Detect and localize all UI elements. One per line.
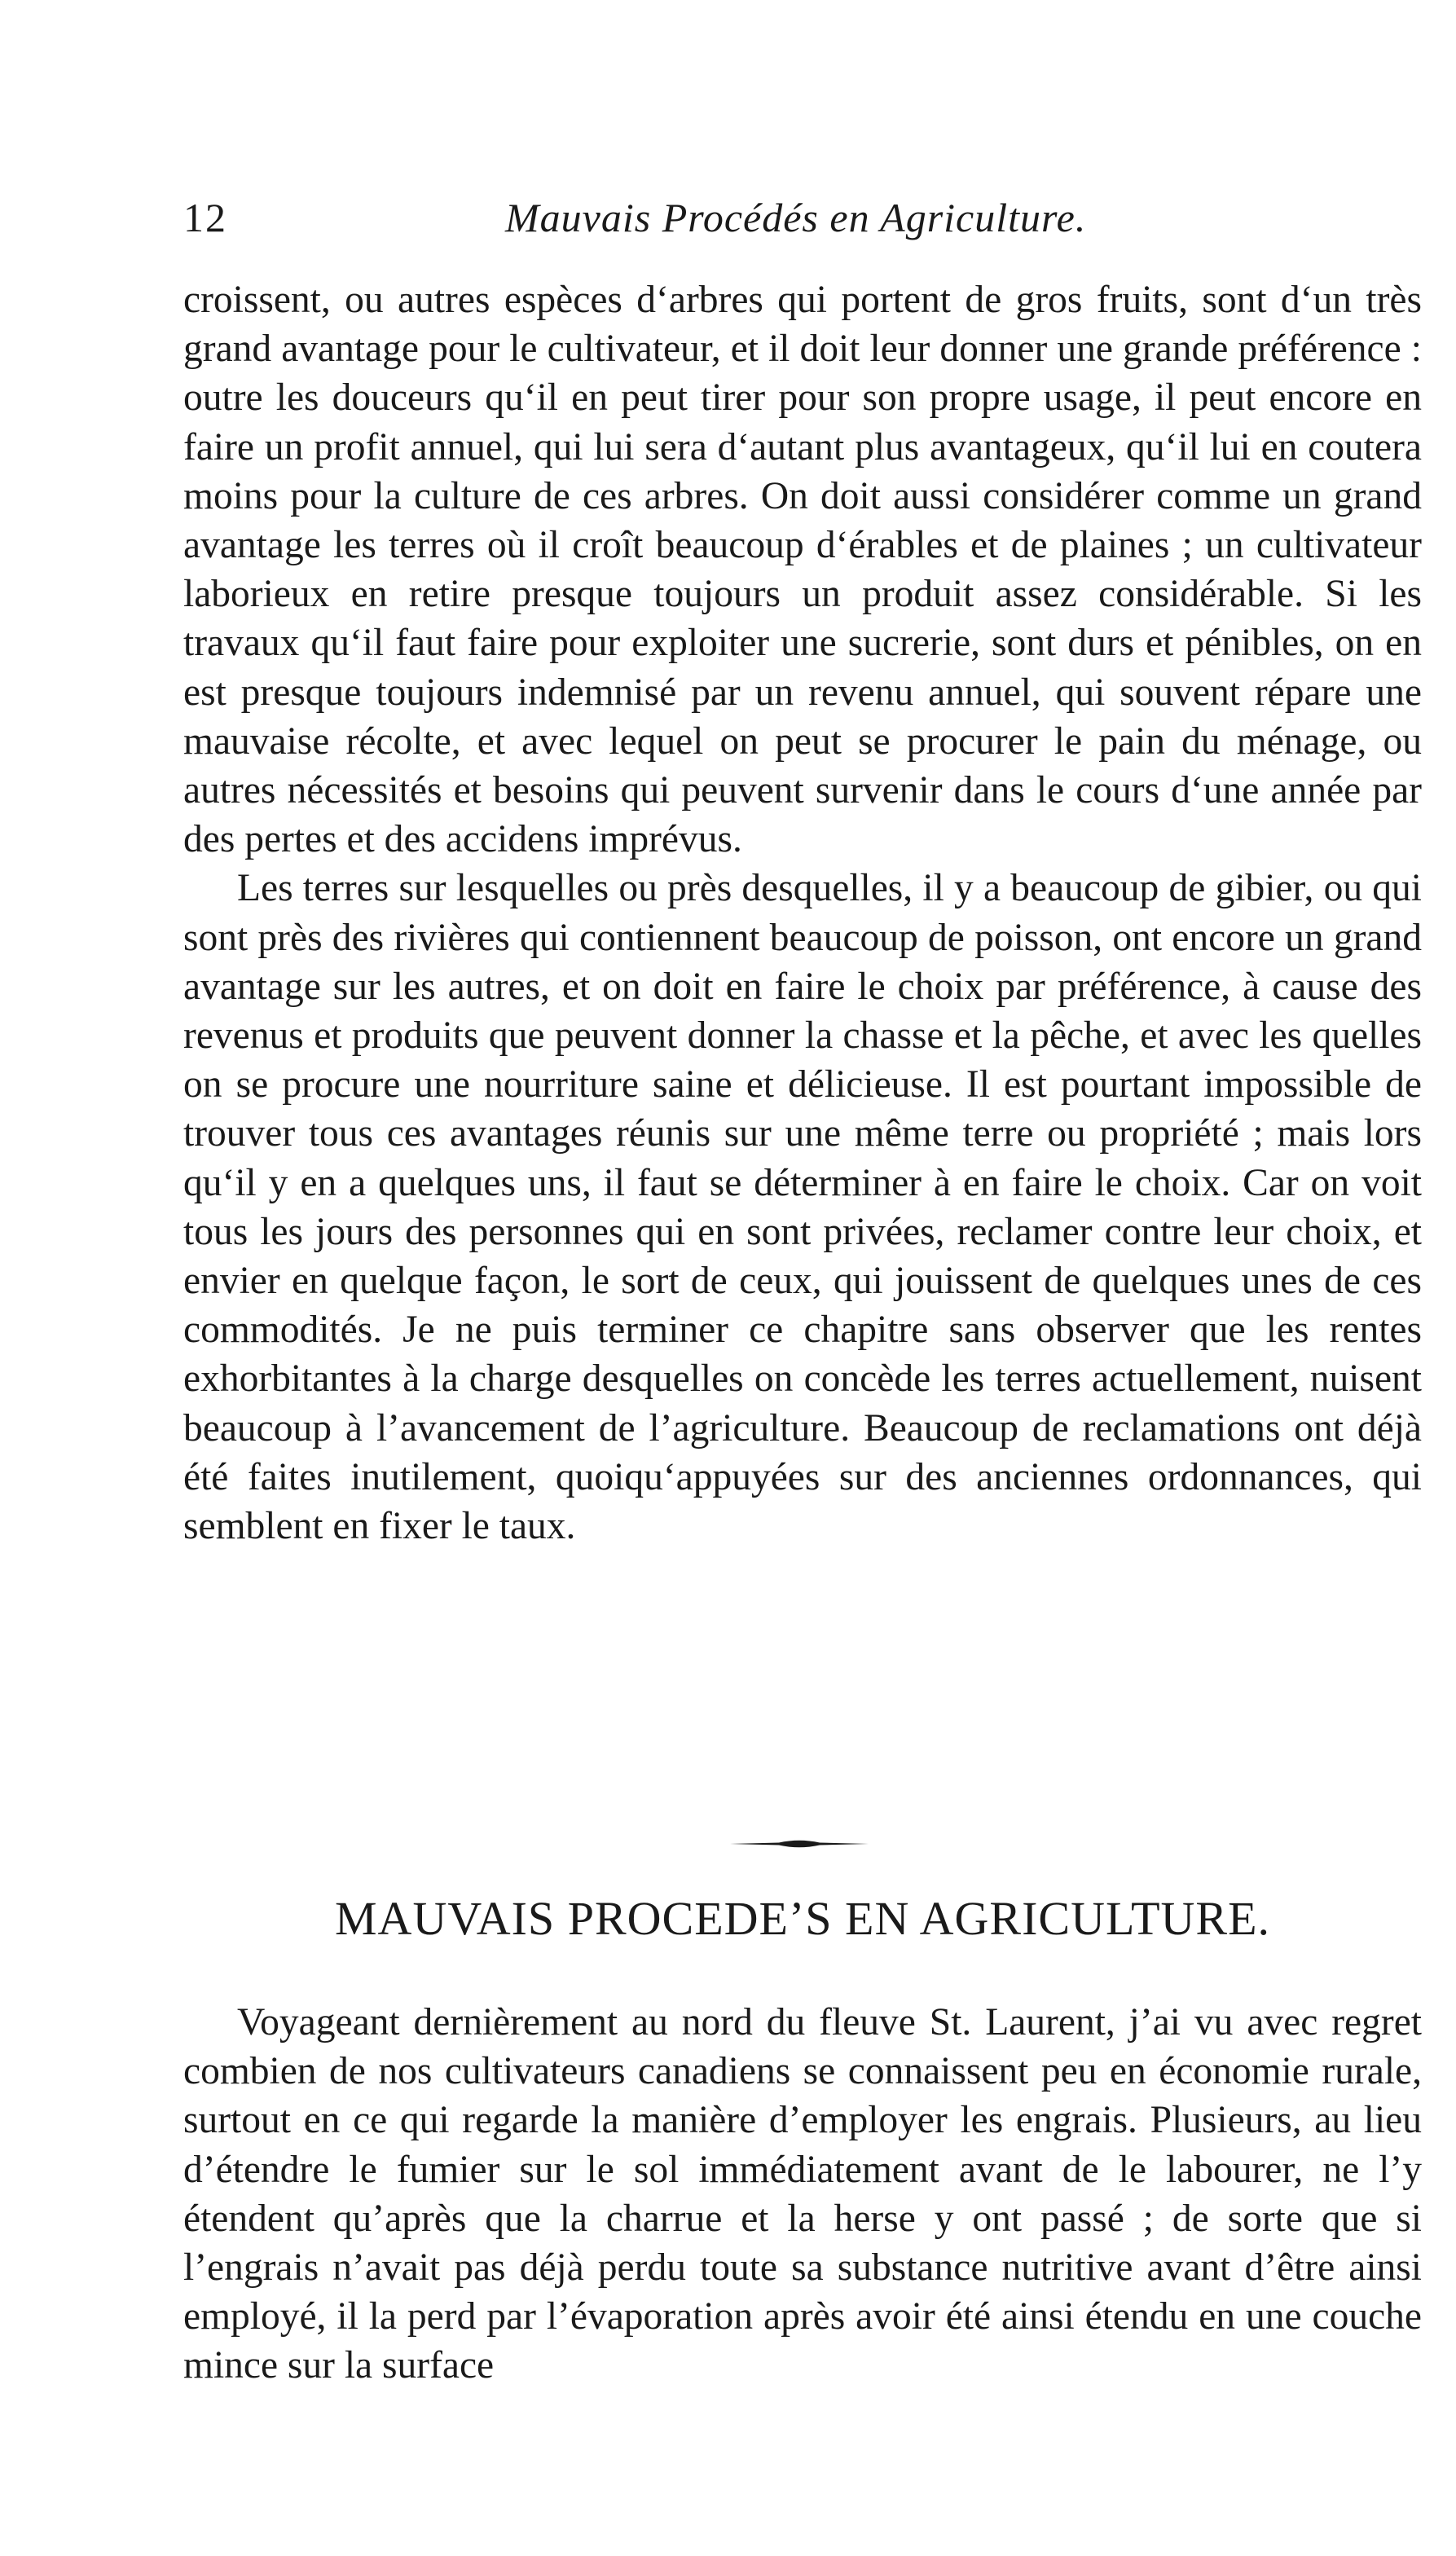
paragraph-continued: croissent, ou autres espèces d‘arbres qui portent de gros fruits, sont d‘un très grand avantage pour le cultivateur, et il doit leur donner une grande préférence : outre les douceurs qu‘il en peut tirer pour son propre usage, il peut encore en faire un profit annuel, qui lui sera d‘autant plus avantageux, qu‘il lui en coutera moins pour la culture de ces arbres. On doit aussi considérer comme un grand avantage les terres où il croît beaucoup d‘érables et de plaines ; un cultivateur laborieux en retire presque toujours un produit assez considérable. Si les travaux qu‘il faut faire pour exploiter une sucrerie, sont durs et pénibles, on en est presque toujours indemnisé par un revenu annuel, qui souvent répare une mauvaise récolte, et avec lequel on peut se procurer le pain du ménage, ou autres nécessités et besoins qui peuvent survenir dans le cours d‘une année par des pertes et des accidens imprévus. bbox=[183, 279, 1422, 861]
body-text bbox=[183, 275, 1422, 1551]
ornamental-rule bbox=[730, 1838, 869, 1850]
page-number: 12 bbox=[183, 195, 227, 240]
running-head bbox=[183, 194, 1430, 251]
paragraph: Voyageant dernièrement au nord du fleuve St. Laurent, j’ai vu avec regret combien de nos cultivateurs canadiens se connaissent peu en économie rurale, surtout en ce qui regarde la manière d’employer les engrais. Plusieurs, au lieu d’étendre le fumier sur le sol immédiatement avant de le labourer, ne l’y étendent qu’après que la charrue et la herse y ont passé ; de sorte que si l’engrais n’avait pas déjà perdu toute sa substance nutritive avant d’être ainsi employé, il la perd par l’évaporation après avoir été ainsi étendu en une couche mince sur la surface bbox=[183, 2001, 1422, 2387]
section-body-text bbox=[183, 1998, 1422, 2391]
section-title: MAUVAIS PROCEDE’S EN AGRICULTURE. bbox=[334, 1892, 1271, 1945]
running-title: Mauvais Procédés en Agriculture. bbox=[505, 195, 1087, 240]
paragraph: Les terres sur lesquelles ou près desquelles, il y a beaucoup de gibier, ou qui sont près des rivières qui contiennent beaucoup de poisson, ont encore un grand avantage sur les autres, et on doit en faire le choix par préférence, à cause des revenus et produits que peuvent donner la chasse et la pêche, et avec les quelles on se procure une nourriture saine et délicieuse. Il est pourtant impossible de trouver tous ces avantages réunis sur une même terre ou propriété ; mais lors qu‘il y en a quelques uns, il faut se déterminer à en faire le choix. Car on voit tous les jours des personnes qui en sont privées, reclamer contre leur choix, et envier en quelque façon, le sort de ceux, qui jouissent de quelques unes de ces commodités. Je ne puis terminer ce chapitre sans observer que les rentes exhorbitantes à la charge desquelles on concède les terres actuellement, nuisent beaucoup à l’avancement de l’agriculture. Beaucoup de reclamations ont déjà été faites inutilement, quoiqu‘appuyées sur des anciennes ordonnances, qui semblent en fixer le taux. bbox=[183, 867, 1422, 1548]
